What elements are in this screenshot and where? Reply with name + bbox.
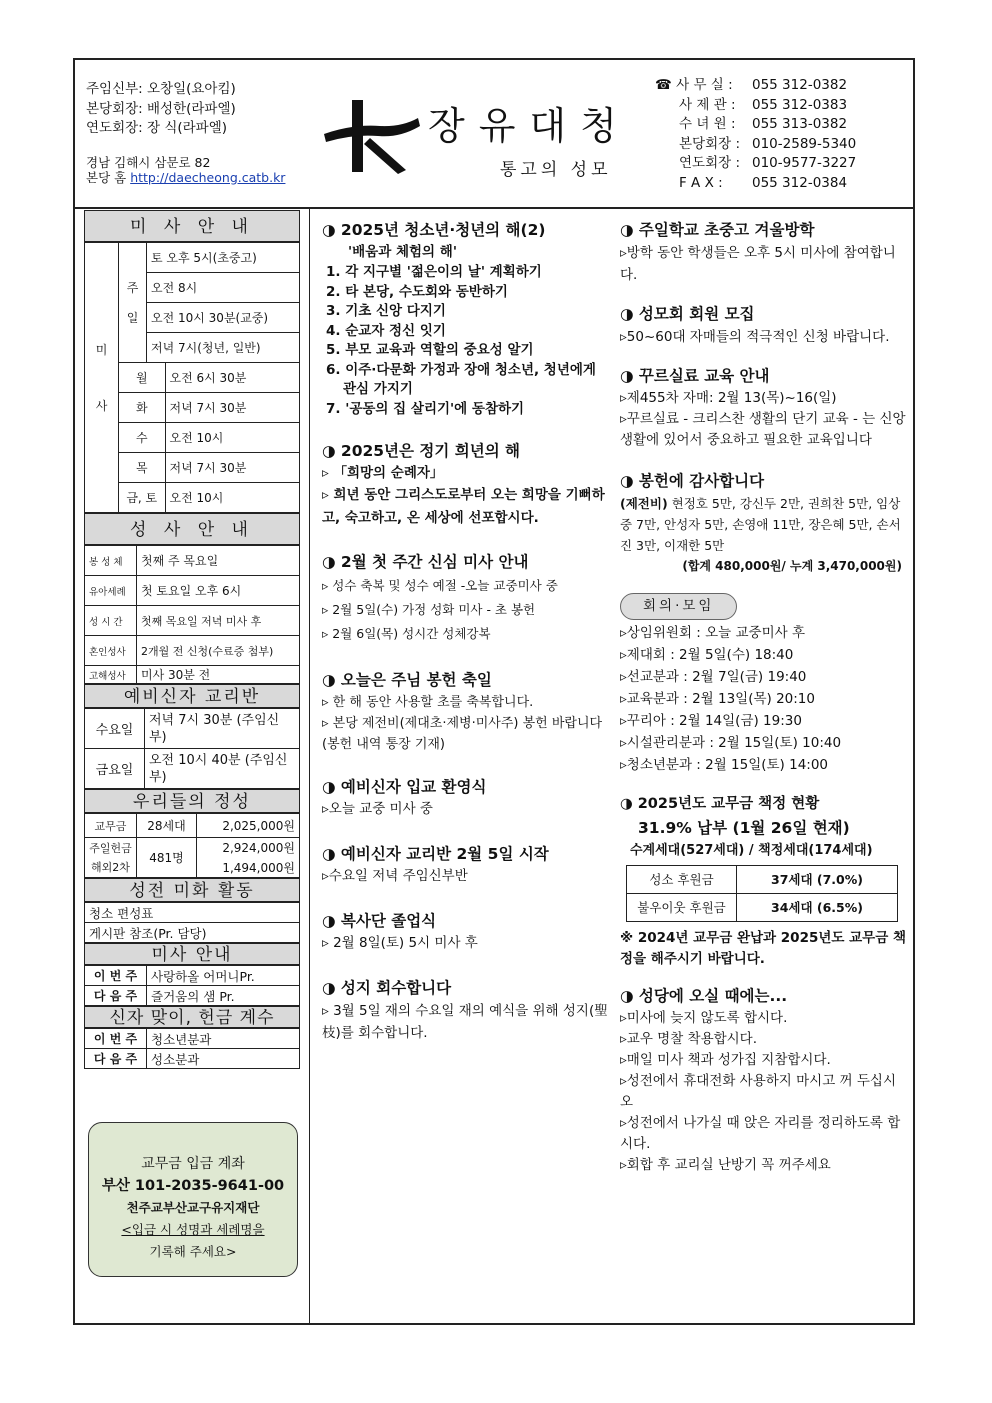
dues-status: 31.9% 납부 (1월 26일 현재): [638, 819, 850, 837]
decor-row: 청소 편성표: [85, 903, 300, 923]
contact-value: 055 312-0382: [752, 77, 848, 93]
greet-title: 신자 맞이, 헌금 계수: [84, 1006, 300, 1028]
contact-value: 055 313-0382: [752, 116, 848, 132]
sacrament-name: 유아세례: [85, 576, 137, 606]
sacrament-value: 첫째 주 목요일: [137, 546, 300, 576]
sacrament-title: 성 사 안 내: [84, 513, 300, 545]
sacrament-name: 성 시 간: [85, 606, 137, 636]
offering-amount: 2,025,000원: [197, 814, 300, 838]
guideline-item: ▹성전에서 나가실 때 앉은 자리를 정리하도록 합시다.: [620, 1115, 901, 1152]
sunday-mass: 저녁 7시(청년, 일반): [147, 333, 300, 363]
section-title: ◑ 2월 첫 주간 신심 미사 안내: [322, 553, 529, 571]
section-title: ◑ 2025년 청소년·청년의 해(2): [322, 221, 546, 239]
bank-note: 기록해 주세요>: [149, 1244, 237, 1259]
section-line: ▹꾸르실료 - 크리스찬 생활의 단기 교육 - 는 신앙생활에 있어서 중요하고 필요한 교육입니다: [620, 411, 906, 448]
offering-title: 우리들의 정성: [84, 789, 300, 813]
weekday-time: 오전 10시: [165, 483, 300, 513]
list-item: 7. '공동의 집 살리기'에 동참하기: [326, 400, 525, 417]
weekday: 금, 토: [119, 483, 166, 513]
meeting-item: ▹청소년분과 : 2월 15일(토) 14:00: [620, 757, 829, 773]
contact-value: 010-9577-3227: [752, 155, 857, 171]
dues-households: 수계세대(527세대) / 책정세대(174세대): [630, 843, 873, 858]
sunday-label: 주: [126, 280, 139, 295]
weekday: 수: [119, 423, 166, 453]
section-title: ◑ 예비신자 교리반 2월 5일 시작: [322, 845, 549, 863]
sunday-label: 일: [126, 310, 139, 325]
right-column: [620, 218, 908, 1176]
pastor-line: 주임신부: 오창일(요아킴): [86, 81, 236, 97]
section-line: ▹수요일 저녁 주임신부반: [322, 868, 468, 884]
header-left: [86, 80, 285, 185]
greet-week: 이 번 주: [85, 1029, 147, 1049]
dues-note: ※ 2024년 교무금 완납과 2025년도 교무금 책정을 해주시기 바랍니다.: [620, 930, 907, 967]
section-line: ▹ 한 해 동안 사용할 초를 축복합니다.: [322, 695, 534, 710]
meeting-item: ▹교육분과 : 2월 13일(목) 20:10: [620, 691, 815, 707]
greet-week: 다 음 주: [85, 1049, 147, 1069]
section-title: ◑ 성지 회수합니다: [322, 979, 452, 997]
decor-title: 성전 미화 활동: [84, 878, 300, 902]
contact-value: 010-2589-5340: [752, 135, 857, 152]
mass-table: [84, 242, 300, 513]
offering-count: 28세대: [137, 814, 197, 838]
guideline-item: ▹매일 미사 책과 성가집 지참합시다.: [620, 1052, 831, 1068]
section-title: ◑ 성모회 회원 모집: [620, 305, 755, 323]
donation-label: (제전비): [620, 496, 668, 511]
contact-value: 055 312-0383: [752, 96, 848, 113]
section-line: ▹ 2월 6일(목) 성시간 성체강복: [322, 626, 491, 641]
meeting-item: ▹꾸리아 : 2월 14일(금) 19:30: [620, 713, 802, 729]
section-subtitle: '배움과 체험의 해': [348, 244, 457, 260]
section-line: ▹ 「희망의 순례자」: [322, 465, 444, 481]
memorial-president-line: 연도회장: 장 식(라파엘): [86, 120, 228, 136]
guide-value: 사랑하올 어머니Pr.: [147, 966, 300, 986]
guide-table: [84, 965, 300, 1006]
bank-account-number: 부산 101-2035-9641-00: [101, 1178, 285, 1194]
contact-label: 연도회장 :: [679, 155, 741, 171]
greet-value: 성소분과: [147, 1049, 300, 1069]
sunday-mass: 토 오후 5시(초중고): [147, 243, 300, 273]
address: 경남 김해시 삼문로 82: [86, 154, 211, 170]
offering-name: 해외2차: [85, 858, 137, 878]
weekday-time: 오전 6시 30분: [165, 363, 300, 393]
contact-label: 본당회장 :: [679, 135, 741, 152]
phone-icon: ☎: [655, 77, 672, 93]
section-line: ▹제455차 자매: 2월 13(목)~16(일): [620, 390, 837, 406]
section-line: ▹ 2월 5일(수) 가정 성화 미사 - 초 봉헌: [322, 602, 536, 617]
weekday: 월: [119, 363, 166, 393]
parish-president-line: 본당회장: 배성한(라파엘): [86, 100, 236, 117]
sacrament-name: 고해성사: [85, 666, 137, 684]
section-title: ◑ 2025년은 정기 희년의 해: [322, 442, 521, 460]
bulletin-subtitle: 통고의 성모: [500, 160, 612, 180]
support-value: 37세대 (7.0%): [737, 866, 898, 894]
weekday: 화: [119, 393, 166, 423]
section-line: ▹ 희년 동안 그리스도로부터 오는 희망을 기뻐하고, 숙고하고, 온 세상에 선포합시다.: [322, 487, 605, 526]
section-title: ◑ 봉헌에 감사합니다: [620, 472, 765, 490]
meeting-item: ▹상임위원회 : 오늘 교중미사 후: [620, 625, 805, 641]
contact-label: 사 제 관 :: [679, 96, 736, 113]
section-title: ◑ 성당에 오실 때에는...: [620, 987, 788, 1005]
list-item: 3. 기초 신앙 다지기: [326, 303, 446, 319]
meeting-item: ▹제대회 : 2월 5일(수) 18:40: [620, 647, 794, 663]
weekday-time: 저녁 7시 30분: [165, 393, 300, 423]
section-line: ▹방학 동안 학생들은 오후 5시 미사에 참여합니다.: [620, 245, 896, 283]
support-name: 불우이웃 후원금: [627, 894, 737, 922]
bank-line: 교무금 입금 계좌: [141, 1156, 245, 1172]
sacrament-name: 봉 성 체: [85, 546, 137, 576]
offering-name: 주일헌금: [85, 838, 137, 858]
offering-count: 481명: [137, 838, 197, 878]
offering-table: [84, 813, 300, 878]
section-title: ◑ 예비신자 입교 환영식: [322, 778, 487, 796]
donation-list: 현정호 5만, 강신두 2만, 권희찬 5만, 임상중 7만, 안성자 5만, 손영애 11만, 장은혜 5만, 손서진 3만, 이재한 5만: [620, 496, 901, 553]
mass-label: 사: [95, 398, 108, 413]
section-line: ▹50~60대 자매들의 적극적인 신청 바랍니다.: [620, 329, 890, 345]
support-value: 34세대 (6.5%): [737, 894, 898, 922]
column-divider: [309, 207, 310, 1325]
guideline-item: ▹성전에서 휴대전화 사용하지 마시고 꺼 두십시오: [620, 1073, 897, 1110]
bank-holder: 천주교부산교구유지재단: [126, 1200, 260, 1215]
catechumen-value: 저녁 7시 30분 (주임신부): [145, 709, 300, 749]
decor-table: [84, 902, 300, 943]
meeting-pill: 회의·모임: [620, 593, 737, 620]
mass-label: 미: [95, 342, 108, 357]
section-line: ▹ 본당 제전비(제대초·제병·미사주) 봉헌 바랍니다 (봉헌 내역 통장 기재): [322, 716, 603, 752]
contact-value: 055 312-0384: [752, 174, 848, 191]
guideline-item: ▹미사에 늦지 않도록 합시다.: [620, 1010, 788, 1026]
sunday-mass: 오전 8시: [147, 273, 300, 303]
sacrament-value: 첫 토요일 오후 6시: [137, 576, 300, 606]
header-divider: [73, 207, 915, 209]
contact-label: 수 녀 원 :: [679, 116, 736, 132]
contact-label: F A X :: [679, 174, 723, 191]
catechumen-day: 금요일: [85, 749, 145, 789]
section-line: ▹ 성수 축복 및 성수 예절 -오늘 교중미사 중: [322, 578, 558, 593]
offering-name: 교무금: [85, 814, 137, 838]
contact-list: [655, 76, 856, 193]
guide-value: 즐거움의 샘 Pr.: [147, 986, 300, 1006]
guideline-item: ▹교우 명찰 착용합시다.: [620, 1031, 758, 1047]
list-item: 4. 순교자 정신 잇기: [326, 322, 446, 339]
sacrament-value: 첫째 목요일 저녁 미사 후: [137, 606, 300, 636]
list-item: 1. 각 지구별 '젊은이의 날' 계획하기: [326, 264, 542, 280]
guide-week: 다 음 주: [85, 986, 147, 1006]
sacrament-table: [84, 545, 300, 684]
guideline-item: ▹회합 후 교리실 난방기 꼭 꺼주세요: [620, 1157, 831, 1173]
section-title: ◑ 2025년도 교무금 책정 현황: [620, 796, 820, 812]
list-item: 5. 부모 교육과 역할의 중요성 알기: [326, 342, 534, 358]
sunday-mass: 오전 10시 30분(교중): [147, 303, 300, 333]
sacrament-name: 혼인성사: [85, 636, 137, 666]
home-link[interactable]: http://daecheong.catb.kr: [130, 169, 286, 185]
mass-title: 미 사 안 내: [84, 210, 300, 242]
middle-column: [322, 218, 612, 1044]
catechumen-value: 오전 10시 40분 (주임신부): [145, 749, 300, 789]
cross-logo-icon: [322, 96, 422, 180]
meeting-item: ▹시설관리분과 : 2월 15일(토) 10:40: [620, 735, 842, 751]
weekday: 목: [119, 453, 166, 483]
sacrament-value: 미사 30분 전: [137, 666, 300, 684]
sacrament-value: 2개월 전 신청(수료증 첨부): [137, 636, 300, 666]
list-item: 6. 이주·다문화 가정과 장애 청소년, 청년에게 관심 가지기: [326, 361, 596, 397]
catechumen-table: [84, 708, 300, 789]
bulletin-title: 장유대청: [428, 104, 631, 148]
home-label: 본당 홈: [86, 169, 127, 185]
meeting-item: ▹선교분과 : 2월 7일(금) 19:40: [620, 669, 807, 685]
guide-title: 미사 안내: [84, 943, 300, 965]
donation-total: (합계 480,000원/ 누계 3,470,000원): [682, 559, 902, 573]
support-name: 성소 후원금: [627, 866, 737, 894]
section-line: ▹ 2월 8일(토) 5시 미사 후: [322, 935, 478, 951]
greet-table: [84, 1028, 300, 1069]
weekday-time: 저녁 7시 30분: [165, 453, 300, 483]
section-line: ▹ 3월 5일 재의 수요일 재의 예식을 위해 성지(聖枝)를 회수합니다.: [322, 1003, 608, 1041]
decor-row: 게시판 참조(Pr. 담당): [85, 923, 300, 943]
section-title: ◑ 꾸르실료 교육 안내: [620, 367, 770, 385]
contact-label: 사 무 실 :: [676, 77, 733, 93]
catechumen-day: 수요일: [85, 709, 145, 749]
weekday-time: 오전 10시: [165, 423, 300, 453]
bank-note: <입금 시 성명과 세례명을: [121, 1222, 265, 1237]
section-line: ▹오늘 교중 미사 중: [322, 801, 433, 817]
sidebar: [84, 210, 300, 1069]
bank-account-box: [88, 1122, 298, 1277]
offering-amount: 2,924,000원: [197, 838, 300, 858]
greet-value: 청소년분과: [147, 1029, 300, 1049]
list-item: 2. 타 본당, 수도회와 동반하기: [326, 283, 508, 300]
section-title: ◑ 복사단 졸업식: [322, 912, 437, 930]
catechumen-title: 예비신자 교리반: [84, 684, 300, 708]
offering-amount: 1,494,000원: [197, 858, 300, 878]
section-title: ◑ 주일학교 초중고 겨울방학: [620, 221, 815, 239]
section-title: ◑ 오늘은 주님 봉헌 축일: [322, 671, 492, 689]
guide-week: 이 번 주: [85, 966, 147, 986]
support-table: [626, 865, 898, 922]
